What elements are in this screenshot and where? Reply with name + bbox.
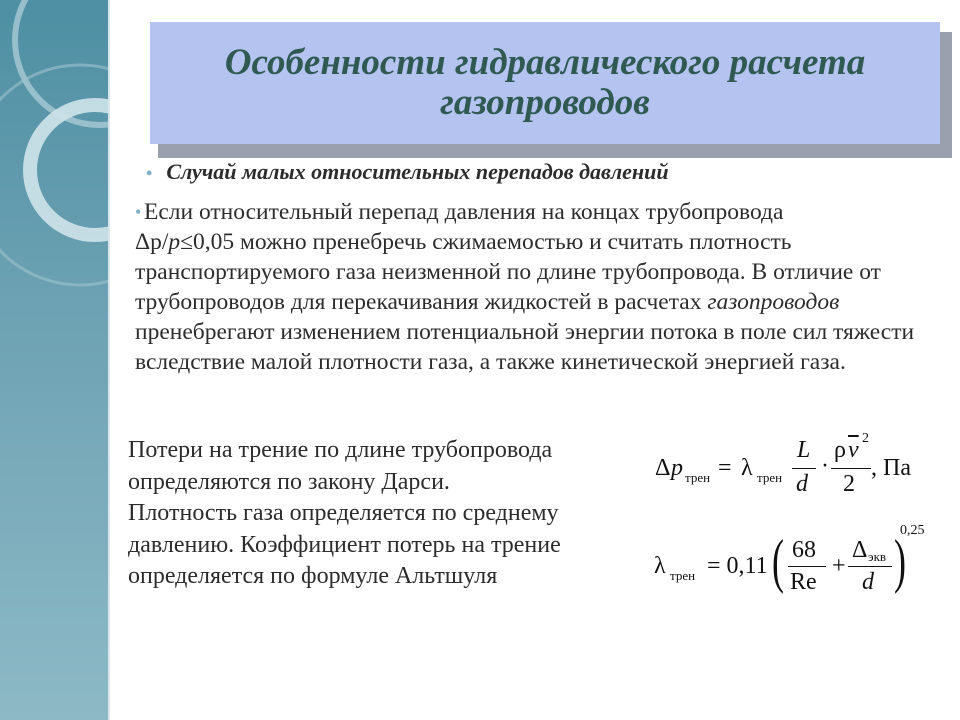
subtitle xyxy=(146,159,669,185)
altshul-formula xyxy=(650,525,950,605)
left-paren: ( xyxy=(771,528,784,594)
p-symbol: p xyxy=(671,455,683,481)
left-text-block xyxy=(128,435,628,593)
fraction-line xyxy=(831,468,871,469)
numerator-68: 68 xyxy=(792,537,816,563)
L-numerator: L xyxy=(797,437,811,463)
delta-symbol: Δ xyxy=(655,455,671,481)
fraction-line xyxy=(848,566,892,567)
slide-title xyxy=(225,43,866,123)
paragraph-p-italic: р xyxy=(168,229,181,255)
fraction-line xyxy=(792,468,816,469)
lambda-symbol: λ xyxy=(654,553,666,579)
re-denominator: Re xyxy=(790,569,817,595)
d-denominator: d xyxy=(862,569,874,595)
ring-decoration xyxy=(0,0,108,720)
sidebar-divider xyxy=(108,0,110,720)
subscript-tren: трен xyxy=(757,470,783,485)
fraction-line xyxy=(788,566,826,567)
bullet-icon: • xyxy=(146,163,153,183)
subtitle-text: Случай малых относительных перепадов давлений xyxy=(166,159,669,184)
square-exponent: 2 xyxy=(862,431,869,446)
subscript-tren: трен xyxy=(685,470,711,485)
rho-symbol: ρ xyxy=(834,437,846,463)
altshul-text: Плотность газа определяется по среднему давлению. Коэффициент потерь на трение определяется по формуле Альтшуля xyxy=(128,500,561,589)
equals-coefficient: = 0,11 xyxy=(707,553,768,579)
right-paren: ) xyxy=(893,528,906,594)
title-box xyxy=(150,22,940,144)
subscript-tren: трен xyxy=(670,568,696,583)
d-denominator: d xyxy=(796,471,808,497)
subscript-ekv: экв xyxy=(868,549,887,564)
paragraph-text: ≤0,05 можно пренебречь сжимаемостью и считать плотность транспортируемого газа неизменной по длине трубопровода. В отличие от трубопроводов для перекачивания жидкостей в расчетах xyxy=(135,229,881,315)
lambda-symbol: λ xyxy=(741,455,753,481)
paragraph-text-end: пренебрегают изменением потенциальной энергии потока в поле сил тяжести вследствие малой плотности газа, а также кинетической энергией газа. xyxy=(135,319,915,375)
title-line-1: Особенности гидравлического расчета xyxy=(224,42,866,83)
v-mean-symbol: $\overline{v}$ xyxy=(848,437,859,463)
dot-operator: · xyxy=(821,453,829,479)
bullet-icon: • xyxy=(135,202,142,222)
paragraph-line-1: Если относительный перепад давления на концах трубопровода xyxy=(144,199,784,225)
darcy-text: Потери на трение по длине трубопровода определяются по закону Дарси. xyxy=(128,437,553,495)
unit-pa: , Па xyxy=(871,455,911,481)
delta-symbol: Δ xyxy=(852,537,868,563)
decorative-sidebar xyxy=(0,0,108,720)
two-denominator: 2 xyxy=(843,471,855,497)
exponent: 0,25 xyxy=(900,523,925,538)
darcy-formula xyxy=(655,431,950,507)
title-line-2: газопроводов xyxy=(440,82,650,123)
paragraph-delta-p: Δр/ xyxy=(135,229,169,255)
plus-sign: + xyxy=(832,553,846,579)
equals-sign: = xyxy=(718,455,732,481)
main-paragraph xyxy=(135,197,935,377)
paragraph-italic-word: газопроводов xyxy=(707,289,840,315)
